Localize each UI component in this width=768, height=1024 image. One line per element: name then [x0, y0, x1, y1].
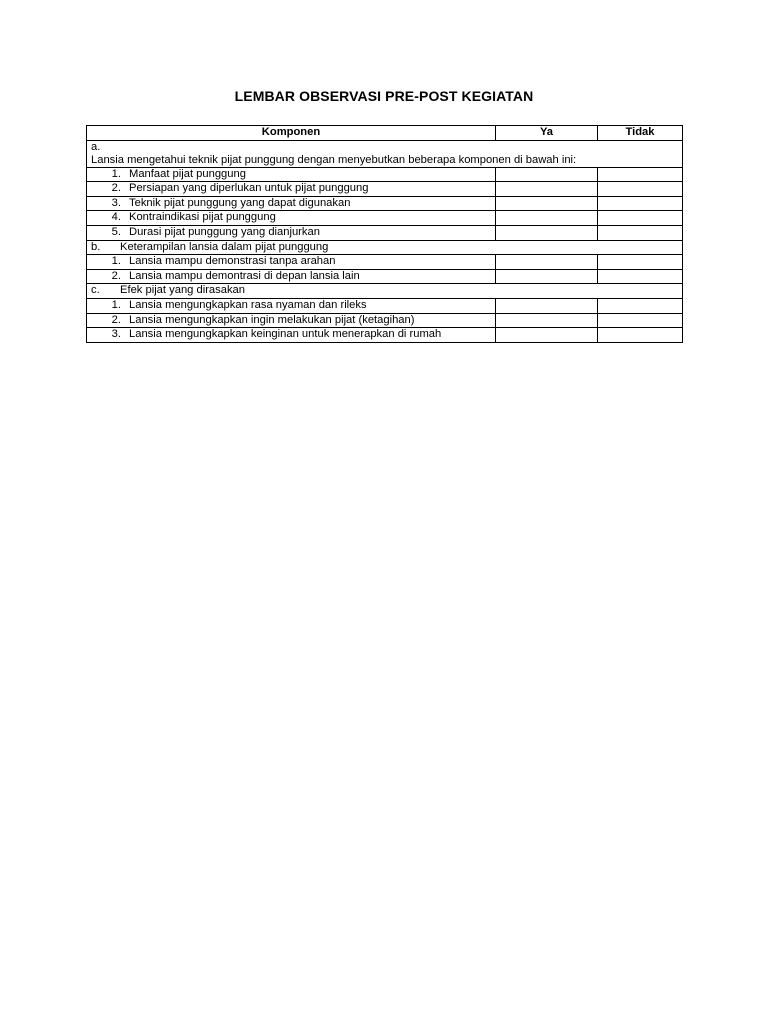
table-row — [87, 196, 683, 211]
tidak-checkbox-cell[interactable] — [598, 196, 683, 211]
tidak-checkbox-cell[interactable] — [598, 298, 683, 313]
table-row — [87, 225, 683, 240]
item-number: 1. — [111, 255, 121, 268]
tidak-checkbox-cell[interactable] — [598, 255, 683, 270]
table-row — [87, 255, 683, 270]
page-title: LEMBAR OBSERVASI PRE-POST KEGIATAN — [234, 88, 534, 104]
ya-checkbox-cell[interactable] — [496, 328, 598, 343]
section-cell — [87, 284, 683, 299]
item-number: 1. — [111, 298, 121, 311]
section-text: Efek pijat yang dirasakan — [120, 284, 246, 297]
table-row — [87, 269, 683, 284]
tidak-checkbox-cell[interactable] — [598, 182, 683, 197]
item-text: Persiapan yang diperlukan untuk pijat punggung — [129, 182, 369, 195]
item-cell — [87, 298, 496, 313]
section-cell — [87, 140, 683, 167]
header-tidak: Tidak — [598, 126, 683, 141]
table-row — [87, 211, 683, 226]
ya-checkbox-cell[interactable] — [496, 196, 598, 211]
header-ya: Ya — [496, 126, 598, 141]
ya-checkbox-cell[interactable] — [496, 298, 598, 313]
ya-checkbox-cell[interactable] — [496, 225, 598, 240]
table-row — [87, 313, 683, 328]
item-text: Teknik pijat punggung yang dapat digunakan — [129, 196, 351, 209]
item-cell — [87, 196, 496, 211]
table-row — [87, 298, 683, 313]
item-number: 3. — [111, 328, 121, 341]
observation-table — [86, 125, 683, 343]
item-number: 2. — [111, 313, 121, 326]
ya-checkbox-cell[interactable] — [496, 182, 598, 197]
tidak-checkbox-cell[interactable] — [598, 211, 683, 226]
item-cell — [87, 211, 496, 226]
table-row — [87, 167, 683, 182]
item-cell — [87, 182, 496, 197]
item-text: Lansia mengungkapkan rasa nyaman dan rileks — [129, 298, 367, 311]
tidak-checkbox-cell[interactable] — [598, 328, 683, 343]
ya-checkbox-cell[interactable] — [496, 167, 598, 182]
ya-checkbox-cell[interactable] — [496, 255, 598, 270]
section-text: Keterampilan lansia dalam pijat punggung — [120, 240, 329, 253]
item-cell — [87, 255, 496, 270]
tidak-checkbox-cell[interactable] — [598, 167, 683, 182]
tidak-checkbox-cell[interactable] — [598, 313, 683, 328]
item-cell — [87, 167, 496, 182]
header-komponen: Komponen — [87, 126, 496, 141]
ya-checkbox-cell[interactable] — [496, 313, 598, 328]
header-row — [87, 126, 683, 141]
section-row-c — [87, 284, 683, 299]
item-number: 5. — [111, 225, 121, 238]
item-cell — [87, 313, 496, 328]
ya-checkbox-cell[interactable] — [496, 269, 598, 284]
ya-checkbox-cell[interactable] — [496, 211, 598, 226]
item-cell — [87, 225, 496, 240]
item-number: 3. — [111, 196, 121, 209]
item-cell — [87, 328, 496, 343]
section-letter: a. — [91, 140, 101, 153]
item-text: Manfaat pijat punggung — [129, 167, 246, 180]
item-text: Lansia mampu demontrasi di depan lansia lain — [129, 269, 360, 282]
section-letter: b. — [91, 240, 101, 253]
table-row — [87, 328, 683, 343]
item-number: 1. — [111, 167, 121, 180]
item-text: Kontraindikasi pijat punggung — [129, 211, 276, 224]
section-row-a — [87, 140, 683, 167]
section-cell — [87, 240, 683, 255]
tidak-checkbox-cell[interactable] — [598, 269, 683, 284]
item-number: 2. — [111, 182, 121, 195]
item-text: Lansia mengungkapkan ingin melakukan pijat (ketagihan) — [129, 313, 415, 326]
section-letter: c. — [91, 284, 100, 297]
section-text: Lansia mengetahui teknik pijat punggung dengan menyebutkan beberapa komponen di bawah ini: — [91, 153, 577, 166]
item-text: Durasi pijat punggung yang dianjurkan — [129, 225, 320, 238]
item-text: Lansia mengungkapkan keinginan untuk menerapkan di rumah — [129, 328, 442, 341]
table-row — [87, 182, 683, 197]
section-row-b — [87, 240, 683, 255]
item-number: 2. — [111, 269, 121, 282]
item-text: Lansia mampu demonstrasi tanpa arahan — [129, 255, 336, 268]
item-number: 4. — [111, 211, 121, 224]
tidak-checkbox-cell[interactable] — [598, 225, 683, 240]
item-cell — [87, 269, 496, 284]
